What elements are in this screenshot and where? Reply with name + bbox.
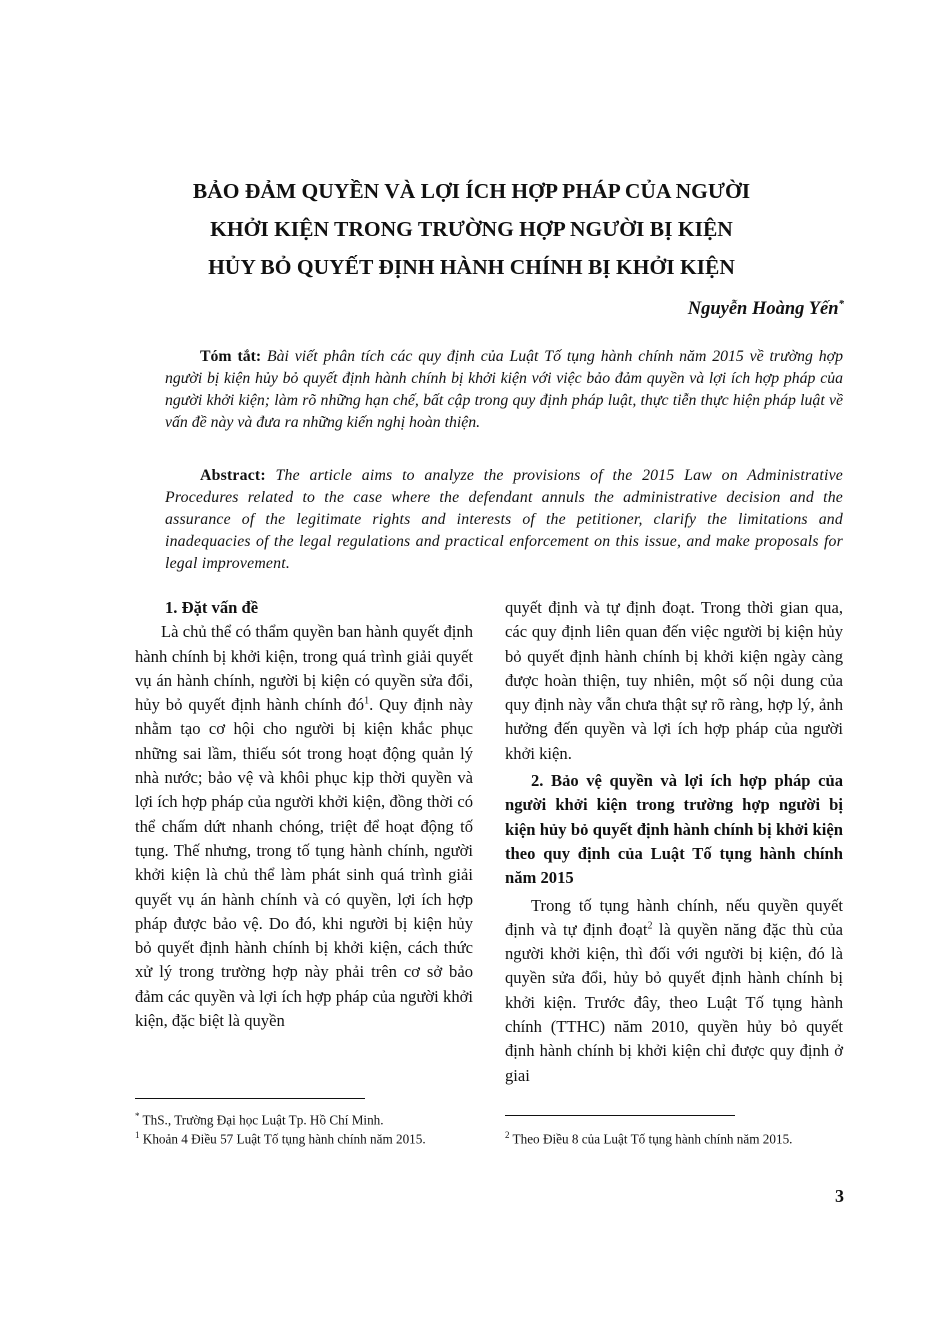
left-paragraph-text-b: . Quy định này nhằm tạo cơ hội cho người bị kiện khắc phục những sai lầm, thiếu sót trong hoạt động quản lý nhà nước; bảo vệ và khôi phục kịp thời quyền và lợi ích hợp pháp của người khởi kiện, đồng thời có thể chấm dứt nhanh chóng, triệt để hoạt động tố tụng. Thế nhưng, trong tố tụng hành chính, người khởi kiện là chủ thể làm phát sinh quá trình giải quyết vụ án hành chính và có quyền, lợi ích hợp pháp được bảo vệ. Do đó, khi người bị kiện hủy bỏ quyết định hành chính bị khởi kiện, cách thức xử lý trong trường hợp này phải trên cơ sở bảo đảm các quyền và lợi ích hợp pháp của người khởi kiện, đặc biệt là quyền <box>135 695 473 1031</box>
page-number: 3 <box>835 1186 844 1206</box>
title-line-3: HỦY BỎ QUYẾT ĐỊNH HÀNH CHÍNH BỊ KHỞI KIỆN <box>208 255 735 279</box>
abstract-english <box>165 465 843 575</box>
footnote-ref-2[interactable]: 2 <box>647 920 653 932</box>
footnote-rule-right <box>505 1115 735 1116</box>
abstract-vi-label: Tóm tắt: <box>200 348 262 365</box>
article-title <box>100 172 843 286</box>
right-column <box>505 596 843 1088</box>
author-byline <box>688 298 844 320</box>
footnote-2 <box>505 1126 843 1148</box>
footnote-1-mark: 1 <box>135 1130 140 1140</box>
footnote-2-mark: 2 <box>505 1130 510 1140</box>
right-paragraph-text-b: là quyền năng đặc thù của người khởi kiện, thì đối với người bị kiện, đó là quyền sửa đổi, hủy bỏ quyết định hành chính bị khởi kiện. Trước đây, theo Luật Tố tụng hành chính (TTHC) năm 2010, quyền hủy bỏ quyết định hành chính bị khởi kiện chỉ được quy định ở giai <box>505 919 843 1085</box>
footnote-1-text: Khoản 4 Điều 57 Luật Tố tụng hành chính năm 2015. <box>139 1131 426 1147</box>
section-2-heading: 2. Bảo vệ quyền và lợi ích hợp pháp của người khởi kiện trong trường hợp người bị kiện hủy bỏ quyết định hành chính bị khởi kiện theo quy định của Luật Tố tụng hành chính năm 2015 <box>505 771 843 888</box>
abstract-en-label: Abstract: <box>200 467 266 484</box>
left-paragraph <box>135 620 473 1033</box>
abstract-vietnamese <box>165 346 843 434</box>
left-paragraph-text-a: Là chủ thể có thẩm quyền ban hành quyết định hành chính bị khởi kiện, trong quá trình giải quyết vụ án hành chính, người bị kiện có quyền sửa đổi, hủy bỏ quyết định hành chính đó <box>135 622 473 715</box>
title-line-2: KHỞI KIỆN TRONG TRƯỜNG HỢP NGƯỜI BỊ KIỆN <box>210 217 733 241</box>
right-continued-paragraph: quyết định và tự định đoạt. Trong thời gian qua, các quy định liên quan đến việc người bị kiện hủy bỏ quyết định hành chính bị khởi kiện ngày càng được hoàn thiện, tuy nhiên, một số nội dung của quy định này vẫn chưa thật sự rõ ràng, hợp lý, ảnh hưởng đến quyền và lợi ích hợp pháp của người khởi kiện. <box>505 598 843 763</box>
footnote-2-text: Theo Điều 8 của Luật Tố tụng hành chính năm 2015. <box>509 1131 793 1147</box>
footnote-author-text: ThS., Trường Đại học Luật Tp. Hồ Chí Minh. <box>139 1112 384 1128</box>
section-1-heading: 1. Đặt vấn đề <box>165 598 259 617</box>
right-paragraph-text-a: Trong tố tụng hành chính, nếu quyền quyết định và tự định đoạt <box>505 895 843 939</box>
author-footnote-mark: * <box>838 298 844 310</box>
footnote-author-mark: * <box>135 1111 140 1121</box>
title-line-1: BẢO ĐẢM QUYỀN VÀ LỢI ÍCH HỢP PHÁP CỦA NGƯỜI <box>192 179 751 203</box>
footnote-ref-1[interactable]: 1 <box>364 695 370 707</box>
author-name: Nguyễn Hoàng Yến <box>687 299 839 320</box>
abstract-en-text: The article aims to analyze the provisions of the 2015 Law on Administrative Procedures related to the case where the defendant annuls the administrative decision and the assurance of the legitimate rights and interests of the petitioner, clarify the limitations and inadequacies of the legal regulations and practical enforcement on this issue, and make proposals for legal improvement. <box>165 467 844 572</box>
abstract-vi-text: Bài viết phân tích các quy định của Luật Tố tụng hành chính năm 2015 về trường hợp người bị kiện hủy bỏ quyết định hành chính bị khởi kiện với việc bảo đảm quyền và lợi ích hợp pháp của người khởi kiện; làm rõ những hạn chế, bất cập trong quy định pháp luật, thực tiễn thực hiện pháp luật về vấn đề này và đưa ra những kiến nghị hoàn thiện. <box>165 348 843 431</box>
footnote-rule-left <box>135 1098 365 1099</box>
footnote-1 <box>135 1126 473 1148</box>
left-column <box>135 596 473 1033</box>
right-paragraph <box>505 894 843 1088</box>
